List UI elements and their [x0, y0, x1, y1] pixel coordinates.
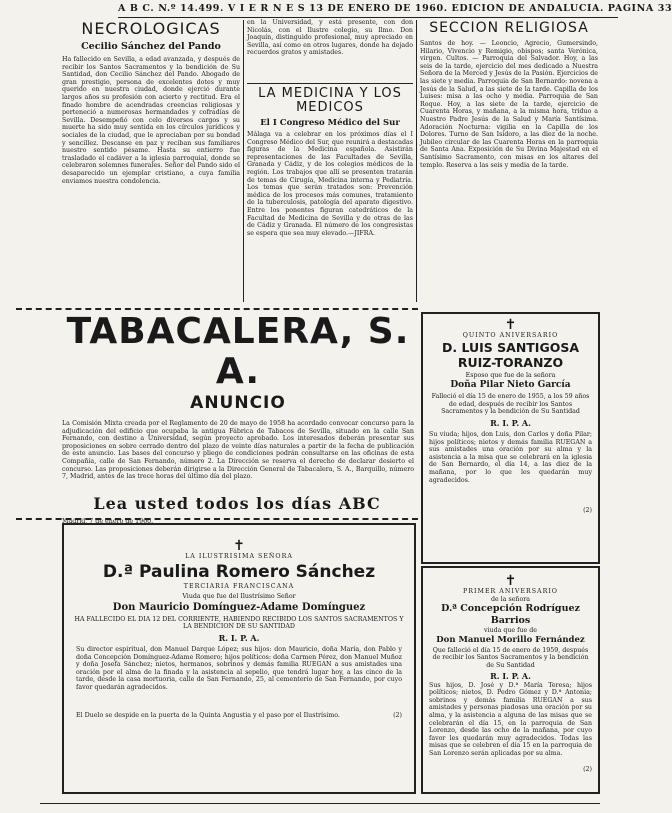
- romero-footer-text: El Duelo se despide en la puerta de la Quinta Angustia y el paso por el Ilustrísimo.: [76, 711, 340, 719]
- medicina-title: LA MEDICINA Y LOS MEDICOS: [258, 86, 402, 115]
- romero-viuda: Viuda que fue del Ilustrísimo Señor: [182, 593, 296, 601]
- seccion-religiosa-body: Santos de hoy. — Leoncio, Agrecio, Gumersindo, Hilario, Vivencio y Remigio, obispos; santa Verónica, virgen. Cultos. — Parroquia del Salvador. Hoy, a las seis de la tarde, ejercicio del mes dedicado a Nuestra Señora de la Merced y Jesús de la Pasión. Ejercicios de las siete y media. Parroquia de San Bernardo: novena a Jesús de la Salud, a las siete de la tarde. Capilla de los Luises: misa a las ocho y media. Parroquia de San Roque. Hoy, a las siete de la tarde, ejercicio de Cuarenta Horas, y mañana, a la misma hora, triduo a Nuestro Padre Jesús de la Salud y María Santísima. Adoración Nocturna: vigilia en la Capilla de los Dolores. Turno de San Isidoro, a las diez de la noche. Jubileo circular de las Cuarenta Horas en la parroquia de Santa Ana. Exposición de Su Divina Majestad en el Santísimo Sacramento, con misas en los altares del templo. Reserva a las seis y media de la tarde.: [420, 40, 598, 169]
- romero-husband: Don Mauricio Domínguez-Adame Domínguez: [112, 601, 366, 613]
- santigosa-falleci: Falleció el día 15 de enero de 1955, a los 59 años de edad, después de recibir los Santos Sacramentos y la bendición de Su Santidad: [431, 393, 590, 416]
- romero-fallecio: HA FALLECIDO EL DIA 12 DEL CORRIENTE, HABIENDO RECIBIDO LOS SANTOS SACRAMENTOS Y LA BENDICION DE SU SANTIDAD: [74, 615, 404, 631]
- santigosa-ripa: R. I. P. A.: [490, 417, 531, 428]
- medicina-body: Málaga va a celebrar en los próximos días el I Congreso Médico del Sur, que reunirá a destacadas figuras de la Medicina española. Asistirán representaciones de las Facultades de Sevilla, Granada y Cádiz, y de los colegios médicos de la región. Los trabajos que allí se presenten tratarán de temas de Cirugía, Medicina interna y Pediatría. Los temas que serán tratados son: Prevención médica de los procesos más comunes, tratamiento de la tuberculosis, patología del aparato digestivo. Entre los ponentes figuran catedráticos de la Facultad de Medicina de Sevilla y de otras de las de Cádiz y Granada. El número de los congresistas se espera que sea muy elevado.—JIFRA.: [247, 131, 413, 237]
- santigosa-anniversary: QUINTO ANIVERSARIO: [462, 332, 559, 339]
- seccion-religiosa-title: SECCION RELIGIOSA: [429, 20, 589, 36]
- necrologicas-section: [62, 19, 240, 301]
- santigosa-esposo: Esposo que fue de la señora: [465, 371, 556, 379]
- santigosa-code: (2): [583, 506, 592, 514]
- medicina-subtitle: El I Congreso Médico del Sur: [260, 118, 400, 128]
- romero-role: TERCIARIA FRANCISCANA: [183, 582, 295, 590]
- barrios-husband: Don Manuel Morillo Fernández: [436, 634, 585, 645]
- barrios-anniversary: PRIMER ANIVERSARIO: [463, 588, 558, 595]
- barrios-intro: de la señora: [490, 595, 531, 603]
- tabacalera-body: La Comisión Mixta creada por el Reglamento de 20 de mayo de 1958 ha acordado convocar concurso para la adjudicación del edificio que ocupaba la antigua Fábrica de Tabacos de Sevilla, situado en la calle San Fernando, con destino a Universidad, según proyecto aprobado. Los interesados deberán presentar sus proposiciones en sobre cerrado dentro del plazo de veinte días naturales a partir de la fecha de publicación de este anuncio. Las bases del concurso y pliego de condiciones podrán consultarse en las oficinas de esta Compañía, calle de San Fernando, número 2. La Dirección se reserva el derecho de declarar desierto el concurso. Las proposiciones deberán dirigirse a la Dirección General de Tabacalera, S. A., Barquillo, número 7, Madrid, antes de las trece horas del último día del plazo.: [62, 420, 414, 481]
- cross-icon: ✝: [504, 317, 517, 333]
- romero-code: (2): [393, 711, 402, 719]
- tabacalera-date: Madrid, 7 de enero de 1960.: [62, 518, 154, 525]
- cross-icon: ✝: [233, 538, 245, 554]
- barrios-falleci: Que falleció el día 15 de enero de 1959, después de recibir los Santos Sacramentos y la bendición de Su Santidad: [432, 646, 589, 669]
- romero-intro: LA ILUSTRISIMA SEÑORA: [185, 553, 293, 560]
- page-header: A B C. N.º 14.499. V I E R N E S 13 DE ENERO DE 1960. EDICION DE ANDALUCIA. PAGINA 33: [118, 3, 672, 14]
- barrios-body: Sus hijos, D. José y D.ª María Teresa; hijos políticos; nietos, D. Pedro Gómez y D.ª Antonia; sobrinos y demás familia RUEGAN a sus amistades y personas piadosas una oración por su alma, y la asistencia a alguna de las misas que se celebrarán el día 15, en la parroquia de San Lorenzo, desde las ocho de la mañana, por cuyo favor les quedarán muy agradecidos. Todas las misas que se celebren el día 15 en la parroquia de San Lorenzo serán aplicadas por su alma.: [429, 681, 592, 757]
- obituary-barrios: [421, 566, 600, 794]
- footer-rule: [40, 803, 600, 804]
- medicina-top-text: en la Universidad, y está presente, con don Nicolás, con el Ilustre colegio, su Ilmo. Don Joaquín, distinguido profesional, muy apreciado en Sevilla, así como en otros lugares, donde ha dejado recuerdos gratos y amistades.: [247, 19, 413, 57]
- header-rule: [118, 17, 618, 18]
- barrios-viuda: viuda que fue de: [483, 627, 538, 635]
- santigosa-body: Su viuda; hijos, don Luis, don Carlos y doña Pilar; hijos políticos; nietos y demás familia RUEGAN a sus amistades una oración por su alma y la asistencia a la misa que se celebrará en la iglesia de San Bernardo, el día 14, a las diez de la mañana, por lo que les quedarán muy agradecidos.: [429, 430, 592, 484]
- dashed-separator: [16, 518, 418, 522]
- romero-ripa: R. I. P. A.: [218, 632, 260, 643]
- barrios-name: D.ª Concepción Rodríguez Barrios: [441, 603, 580, 627]
- necrologicas-subtitle: Cecilio Sánchez del Pando: [81, 41, 221, 52]
- santigosa-name: D. LUIS SANTIGOSA RUIZ-TORANZO: [441, 339, 580, 370]
- medicina-rule: [247, 83, 413, 84]
- necrologicas-title: NECROLOGICAS: [81, 19, 221, 38]
- column-divider: [243, 20, 244, 302]
- obituary-santigosa: [421, 312, 600, 564]
- tabacalera-anuncio: ANUNCIO: [190, 393, 286, 413]
- barrios-ripa: R. I. P. A.: [490, 670, 531, 681]
- necrologicas-body: Ha fallecido en Sevilla, a edad avanzada, y después de recibir los Santos Sacramentos y la bendición de Su Santidad, don Cecilio Sánchez del Pando. Abogado de gran prestigio, persona de excelentes dotes y muy querido en nuestra ciudad, donde ejerció durante largos años su profesión con acierto y rectitud. Era el finado hombre de acendradas creencias religiosas y perteneció a numerosas hermandades y cofradías de Sevilla. Desempeñó con celo diversos cargos y su muerte ha sido muy sentida en los círculos jurídicos y sociales de la ciudad, que le apreciaban por su bondad y sencillez. Descanse en paz y reciban sus familiares nuestro sentido pésame. Hasta su entierro fue trasladado el cadáver a la iglesia parroquial, donde se celebraron solemnes funerales. Señor del Pando sido el desaparecido un ejemplar cristiano, a cuya familia enviamos nuestra condolencia.: [62, 56, 240, 185]
- cross-icon: ✝: [504, 573, 517, 589]
- romero-name: D.ª Paulina Romero Sánchez: [102, 561, 376, 582]
- obituary-romero: [62, 523, 416, 794]
- barrios-code: (2): [583, 765, 592, 773]
- abc-slogan: Lea usted todos los días ABC: [93, 494, 381, 513]
- tabacalera-title: TABACALERA, S. A.: [66, 311, 410, 392]
- romero-body: Su director espiritual, don Manuel Darque López; sus hijos: don Mauricio, doña María, don Pablo y doña Concepción Domínguez-Adame Romero; hijos políticos: doña Carmen Pérez, don Manuel Muñoz y doña Josefa Sánchez; nietos, hermanos, sobrinos y demás familia RUEGAN a sus amistades una oración por el alma de la finada y la asistencia al sepelio, que tendrá lugar hoy, a las cinco de la tarde, desde la casa mortuoria, calle de San Fernando, 25, al cementerio de San Fernando, por cuyo favor quedarán agradecidos.: [76, 645, 402, 691]
- seccion-religiosa-section: [420, 19, 598, 301]
- romero-footer: [64, 712, 414, 720]
- medicina-section: [247, 19, 413, 301]
- column-divider: [416, 20, 417, 302]
- santigosa-wife: Doña Pilar Nieto García: [450, 380, 571, 391]
